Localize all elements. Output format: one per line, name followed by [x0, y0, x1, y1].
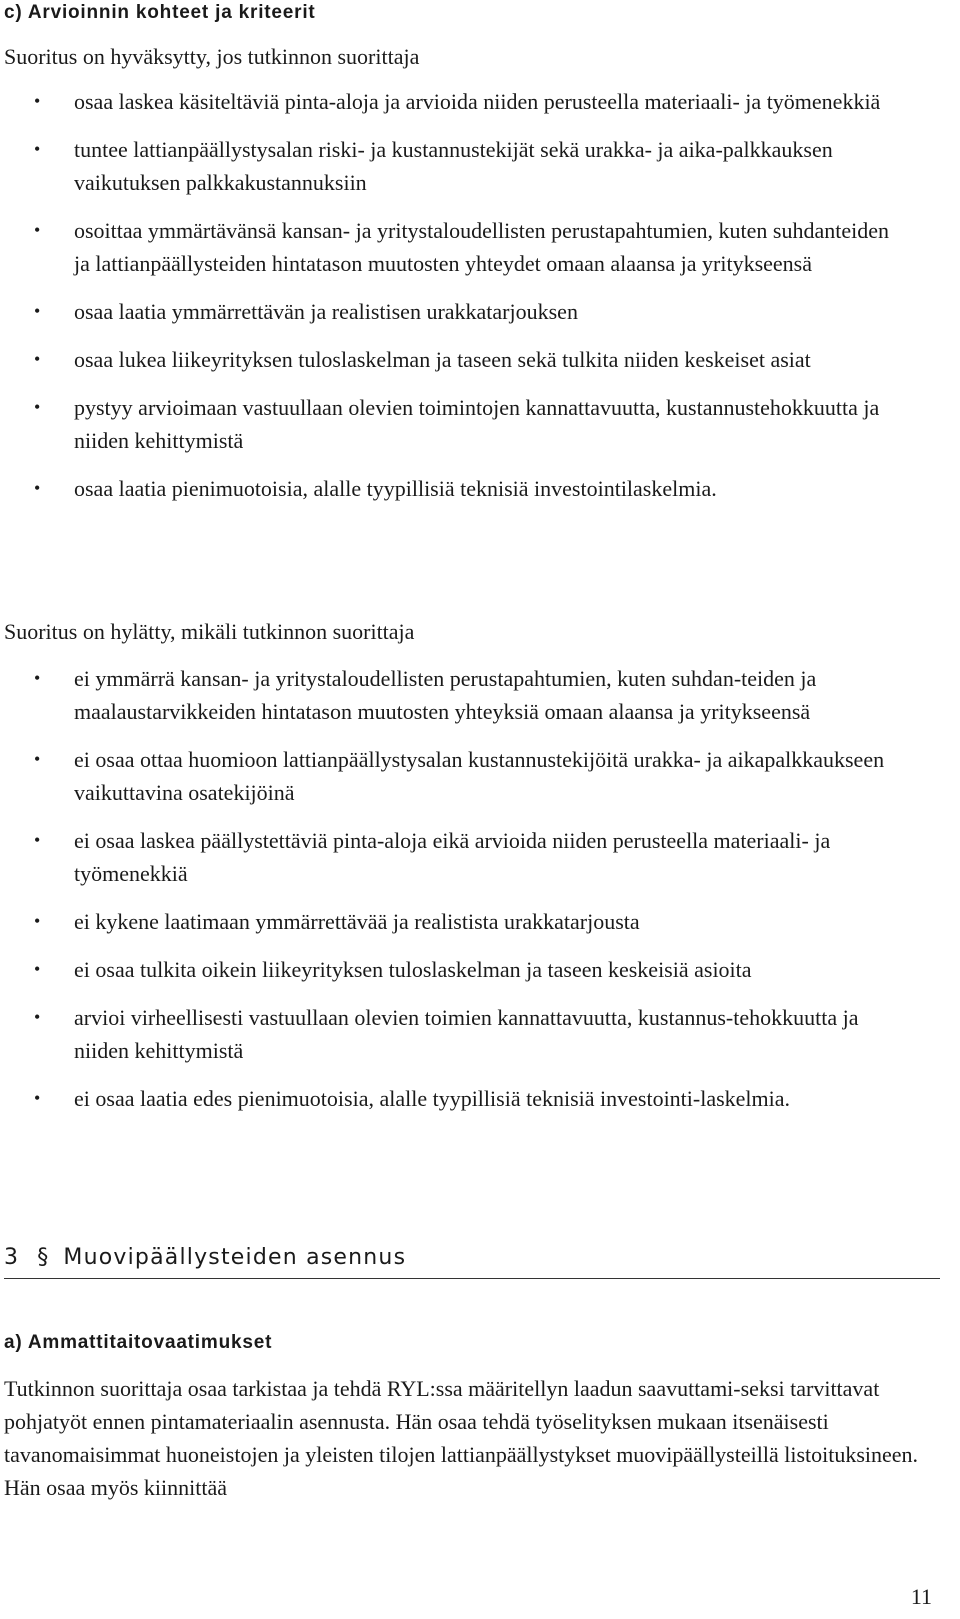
rejected-criteria-list: [4, 662, 904, 1130]
list-item: • ei kykene laatimaan ymmärrettävää ja realistista urakkatarjousta: [4, 905, 904, 938]
page-number: 11: [910, 1584, 932, 1609]
list-item: • ei osaa laskea päällystettäviä pinta-aloja eikä arvioida niiden perusteella materiaali- ja työmenekkiä: [4, 824, 904, 890]
list-item: • arvioi virheellisesti vastuullaan olevien toimien kannattavuutta, kustannus-tehokkuutta ja niiden kehittymistä: [4, 1001, 904, 1067]
bullet-icon: •: [34, 1088, 41, 1108]
bullet-icon: •: [34, 91, 41, 111]
list-item: • tuntee lattianpäällystysalan riski- ja kustannustekijät sekä urakka- ja aika-palkkauksen vaikutuksen palkkakustannuksiin: [4, 133, 904, 199]
list-item: • pystyy arvioimaan vastuullaan olevien toimintojen kannattavuutta, kustannustehokkuutta ja niiden kehittymistä: [4, 391, 904, 457]
bullet-icon: •: [34, 301, 41, 321]
heading-assessment-criteria: c) Arvioinnin kohteet ja kriteerit: [4, 2, 316, 23]
list-item: • osaa laatia pienimuotoisia, alalle tyypillisiä teknisiä investointilaskelmia.: [4, 472, 904, 505]
list-item: • ei osaa tulkita oikein liikeyrityksen tuloslaskelman ja taseen keskeisiä asioita: [4, 953, 904, 986]
list-item: • ei osaa laatia edes pienimuotoisia, alalle tyypillisiä teknisiä investointi-laskelmia.: [4, 1082, 904, 1115]
list-item: • osaa laatia ymmärrettävän ja realistisen urakkatarjouksen: [4, 295, 904, 328]
section-number: 3: [4, 1245, 20, 1270]
approved-criteria-list: [4, 85, 904, 520]
bullet-icon: •: [34, 911, 41, 931]
bullet-icon: •: [34, 749, 41, 769]
section-title: Muovipäällysteiden asennus: [63, 1245, 407, 1270]
bullet-icon: •: [34, 139, 41, 159]
rejected-intro: Suoritus on hylätty, mikäli tutkinnon suorittaja: [4, 619, 415, 644]
list-item: • osaa laskea käsiteltäviä pinta-aloja ja arvioida niiden perusteella materiaali- ja työmenekkiä: [4, 85, 904, 118]
bullet-icon: •: [34, 478, 41, 498]
bullet-icon: •: [34, 668, 41, 688]
list-item: • osoittaa ymmärtävänsä kansan- ja yritystaloudellisten perustapahtumien, kuten suhdanteiden ja lattianpäällysteiden hintatason muutosten yhteydet omaan alaansa ja yritykseensä: [4, 214, 904, 280]
list-item: • osaa lukea liikeyrityksen tuloslaskelman ja taseen sekä tulkita niiden keskeiset asiat: [4, 343, 904, 376]
approved-intro: Suoritus on hyväksytty, jos tutkinnon suorittaja: [4, 44, 420, 69]
bullet-icon: •: [34, 220, 41, 240]
section-heading: [4, 1240, 940, 1279]
bullet-icon: •: [34, 349, 41, 369]
body-paragraph: Tutkinnon suorittaja osaa tarkistaa ja tehdä RYL:ssa määritellyn laadun saavuttami-seksi tarvittavat pohjatyöt ennen pintamateriaalin asennusta. Hän osaa tehdä työselityksen mukaan itsenäisesti tavanomaisimmat huoneistojen ja yleisten tilojen lattianpäällystykset muovipäällysteillä listoituksineen. Hän osaa myös kiinnittää: [4, 1376, 919, 1500]
bullet-icon: •: [34, 397, 41, 417]
section-sign: §: [37, 1245, 50, 1270]
heading-skill-requirements: a) Ammattitaitovaatimukset: [4, 1332, 273, 1353]
bullet-icon: •: [34, 830, 41, 850]
bullet-icon: •: [34, 1007, 41, 1027]
list-item: • ei osaa ottaa huomioon lattianpäällystysalan kustannustekijöitä urakka- ja aikapalkkaukseen vaikuttavina osatekijöinä: [4, 743, 904, 809]
bullet-icon: •: [34, 959, 41, 979]
list-item: • ei ymmärrä kansan- ja yritystaloudellisten perustapahtumien, kuten suhdan-teiden ja maalaustarvikkeiden hintatason muutosten yhteyksiä omaan alaansa ja yritykseensä: [4, 662, 904, 728]
